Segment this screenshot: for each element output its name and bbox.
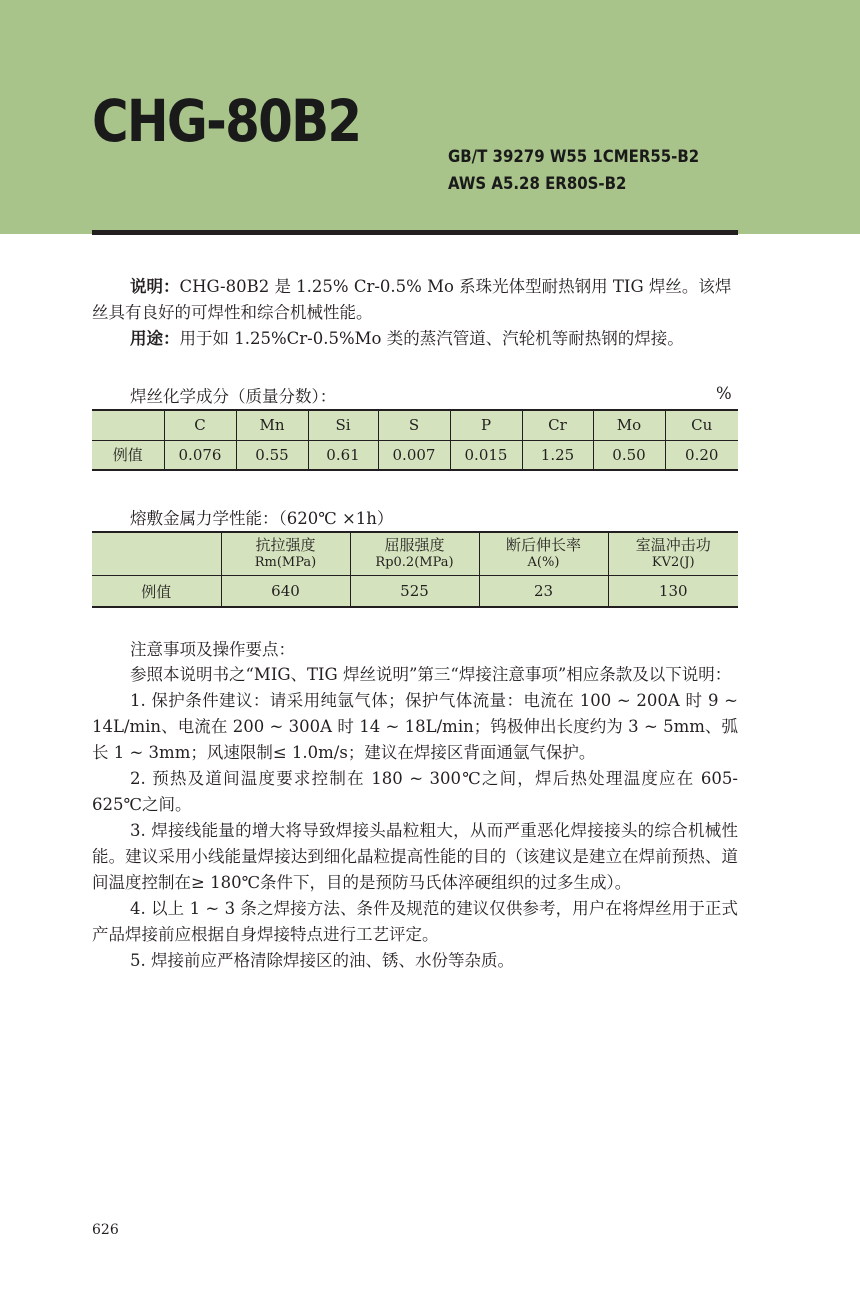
header-divider	[92, 230, 738, 235]
mech-value-cell: 23	[479, 576, 608, 608]
mech-header-cell	[608, 532, 738, 576]
mech-header-name: 抗拉强度	[255, 536, 316, 554]
mech-row-label: 例值	[141, 582, 172, 601]
mech-header-cell	[350, 532, 479, 576]
mech-header-name: 断后伸长率	[505, 536, 581, 554]
mech-header-row	[92, 532, 738, 576]
mech-header-name: 屈服强度	[384, 536, 445, 554]
mech-value-row	[92, 576, 738, 608]
page-number: 626	[92, 1222, 119, 1238]
mech-header-unit: Rm(MPa)	[254, 555, 317, 570]
mech-condition: （620℃ ×1h）	[278, 509, 394, 528]
mech-header-unit: A(%)	[527, 555, 560, 570]
usage-label: 用途：	[130, 329, 180, 348]
chem-header-cell: Mo	[593, 410, 665, 440]
chem-value-cell: 0.61	[308, 440, 378, 470]
description-paragraph	[92, 274, 738, 326]
notes-item: 4. 以上 1 ~ 3 条之焊接方法、条件及规范的建议仅供参考，用户在将焊丝用于正式产品焊接前应根据自身焊接特点进行工艺评定。	[92, 899, 738, 944]
notes-body	[92, 662, 738, 974]
chem-value-cell: 0.015	[450, 440, 522, 470]
chem-table	[92, 409, 738, 471]
mech-header-name: 室温冲击功	[635, 536, 711, 554]
chem-row-label: 例值	[112, 446, 143, 465]
chem-header-cell: S	[378, 410, 450, 440]
mech-header-blank	[92, 532, 221, 576]
mech-header-cell	[479, 532, 608, 576]
chem-value-cell: 1.25	[522, 440, 593, 470]
mech-value-cell: 130	[608, 576, 738, 608]
description-text-1: CHG-80B2 是 1.25% Cr-0.5% Mo 系珠光体型耐热钢用 TIG 焊丝。	[179, 277, 699, 296]
standards-block	[448, 144, 699, 198]
notes-item: 5. 焊接前应严格清除焊接区的油、锈、水份等杂质。	[130, 951, 514, 970]
notes-title: 注意事项及操作要点：	[130, 640, 295, 659]
notes-item: 2. 预热及道间温度要求控制在 180 ~ 300℃之间，焊后热处理温度应在 605-625℃之间。	[92, 769, 738, 814]
chem-unit: %	[716, 384, 732, 403]
mech-header-cell	[221, 532, 350, 576]
chem-header-cell: P	[450, 410, 522, 440]
chem-header-cell: Cu	[665, 410, 738, 440]
chem-value-cell: 0.007	[378, 440, 450, 470]
mech-value-cell: 525	[350, 576, 479, 608]
chem-header-cell: Mn	[236, 410, 308, 440]
mech-section-title	[130, 505, 393, 529]
chem-header-cell	[92, 410, 164, 440]
standard-gb: GB/T 39279 W55 1CMER55-B2	[448, 147, 700, 167]
chem-header-cell: Cr	[522, 410, 593, 440]
description-label: 说明：	[130, 277, 180, 296]
mech-title-text: 熔敷金属力学性能：	[130, 509, 279, 528]
description-text-2: 该焊丝具有良好的可焊性和综合机械性能。	[92, 277, 732, 322]
notes-intro: 参照本说明书之“MIG、TIG 焊丝说明”第三“焊接注意事项”相应条款及以下说明：	[130, 665, 732, 684]
chem-value-cell: 0.076	[164, 440, 236, 470]
chem-value-cell: 0.20	[665, 440, 738, 470]
chem-value-cell: 0.50	[593, 440, 665, 470]
chem-value-row	[92, 440, 738, 470]
notes-item: 3. 焊接线能量的增大将导致焊接头晶粒粗大，从而严重恶化焊接接头的综合机械性能。建议采用小线能量焊接达到细化晶粒提高性能的目的（该建议是建立在焊前预热、道间温度控制在≥ 180℃条件下，目的是预防马氏体淬硬组织的过多生成）。	[92, 821, 738, 892]
chem-value-cell: 0.55	[236, 440, 308, 470]
mech-header-unit: Rp0.2(MPa)	[375, 555, 454, 570]
chem-header-row	[92, 410, 738, 440]
mech-table	[92, 531, 738, 608]
standard-aws: AWS A5.28 ER80S-B2	[448, 174, 627, 194]
mech-value-cell: 640	[221, 576, 350, 608]
product-title: CHG-80B2	[92, 87, 361, 155]
notes-item: 1. 保护条件建议：请采用纯氩气体；保护气体流量：电流在 100 ~ 200A 时 9 ~ 14L/min、电流在 200 ~ 300A 时 14 ~ 18L/min；钨极伸出长度约为 3 ~ 5mm、弧长 1 ~ 3mm；风速限制≤ 1.0m/s；建议在焊接区背面通氩气保护。	[92, 691, 738, 762]
usage-text: 用于如 1.25%Cr-0.5%Mo 类的蒸汽管道、汽轮机等耐热钢的焊接。	[179, 329, 684, 348]
usage-paragraph	[92, 326, 738, 352]
chem-header-cell: C	[164, 410, 236, 440]
mech-header-unit: KV2(J)	[651, 555, 695, 570]
chem-header-cell: Si	[308, 410, 378, 440]
chem-section-title: 焊丝化学成分（质量分数）：	[130, 387, 337, 406]
